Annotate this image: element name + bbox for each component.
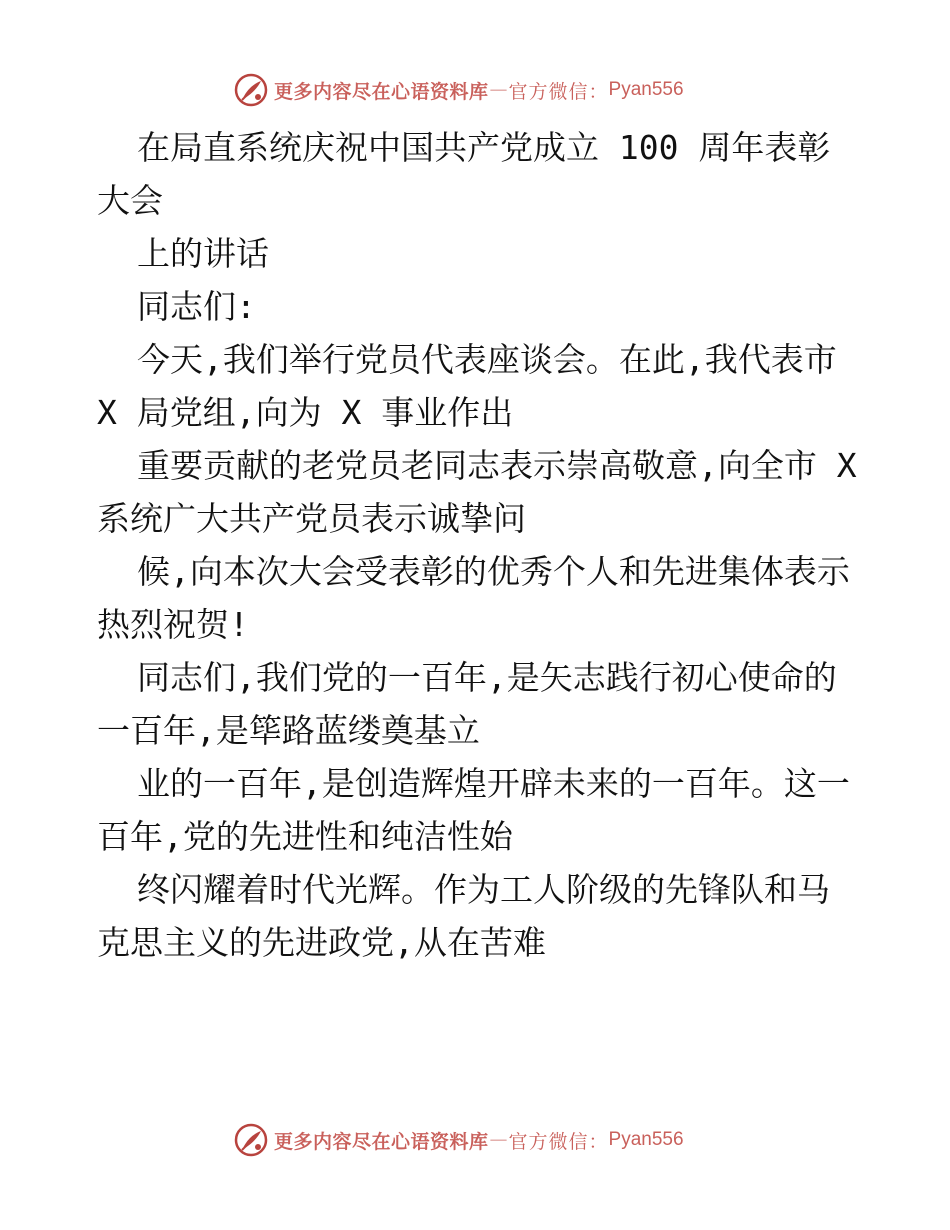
- document-line: 终闪耀着时代光辉。作为工人阶级的先锋队和马克思主义的先进政党,从在苦难: [97, 870, 830, 962]
- watermark-dash: —: [490, 81, 507, 98]
- watermark-dash: —: [490, 1131, 507, 1148]
- watermark-label: 官方微信：: [508, 1130, 609, 1153]
- document-line: 在局直系统庆祝中国共产党成立 100 周年表彰大会: [97, 128, 831, 220]
- document-line: 同志们,我们党的一百年,是矢志践行初心使命的一百年,是筚路蓝缕奠基立: [97, 658, 837, 750]
- document-line: 重要贡献的老党员老同志表示崇高敬意,向全市 X 系统广大共产党员表示诚挚问: [97, 446, 857, 538]
- feather-pen-logo-icon: [234, 1123, 268, 1157]
- watermark-id: Pyan556: [608, 1129, 684, 1150]
- feather-pen-logo-icon: [234, 73, 268, 107]
- document-line: 业的一百年,是创造辉煌开辟未来的一百年。这一百年,党的先进性和纯洁性始: [97, 764, 850, 856]
- watermark-id: Pyan556: [608, 79, 684, 100]
- document-line: 今天,我们举行党员代表座谈会。在此,我代表市 X 局党组,向为 X 事业作出: [97, 340, 837, 432]
- document-body: [97, 121, 857, 969]
- watermark-text: 更多内容尽在心语资料库: [274, 1130, 489, 1153]
- watermark-text: 更多内容尽在心语资料库: [274, 80, 489, 103]
- watermark-header: [234, 72, 684, 108]
- document-line: 上的讲话: [137, 234, 269, 273]
- watermark-label: 官方微信：: [508, 80, 609, 103]
- watermark-footer: [234, 1122, 684, 1158]
- document-line: 候,向本次大会受表彰的优秀个人和先进集体表示热烈祝贺!: [97, 552, 850, 644]
- document-line: 同志们:: [137, 287, 256, 326]
